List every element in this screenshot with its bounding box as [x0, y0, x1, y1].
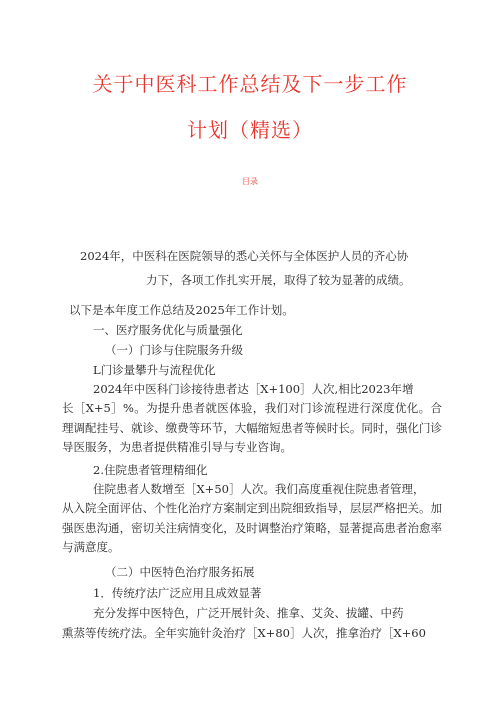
item1-heading: L门诊量攀升与流程优化	[93, 363, 216, 377]
item1-text-rest: 长［X+5］%。为提升患者就医体验，我们对门诊流程进行深度优化。合理调配挂号、就诊、缴费等环节，大幅缩短患者等候时长。同时，强化门诊导医服务，为患者提供精准引导与专业咨询。	[62, 401, 442, 454]
item3-text-line1: 充分发挥中医特色，广泛开展针灸、推拿、艾灸、拔罐、中药	[93, 606, 404, 620]
item3-heading: 1．传统疗法广泛应用且成效显著	[93, 586, 262, 600]
item2-heading: 2.住院患者管理精细化	[93, 463, 208, 477]
subsection2-heading: （二）中医特色治疗服务拓展	[105, 565, 255, 579]
item2-text-rest: 从入院全面评估、个性化治疗方案制定到出院细致指导，层层严格把关。加强医患沟通，密切关注病情变化，及时调整治疗策略，显著提高患者治愈率与满意度。	[62, 501, 442, 554]
intro-line2: 力下，各项工作扎实开展，取得了较为显著的成绩。	[146, 273, 411, 287]
subsection1-heading: （一）门诊与住院服务升级	[105, 343, 243, 357]
item2-text-line1: 住院患者人数增至［X+50］人次。我们高度重视住院患者管理，	[93, 482, 425, 496]
item3-text-line2: 熏蒸等传统疗法。全年实施针灸治疗［X+80］人次，推拿治疗［X+60	[62, 626, 426, 640]
item1-text-line1: 2024年中医科门诊接待患者达［X+100］人次,相比2023年增	[93, 382, 414, 396]
document-title-line1: 关于中医科工作总结及下一步工作	[92, 72, 408, 96]
lead-paragraph: 以下是本年度工作总结及2025年工作计划。	[69, 303, 294, 317]
section1-heading: 一、医疗服务优化与质量强化	[93, 323, 243, 337]
intro-line1: 2024年，中医科在医院领导的悉心关怀与全体医护人员的齐心协	[80, 249, 409, 263]
toc-label: 目录	[242, 177, 258, 186]
document-title-line2: 计划（精选）	[187, 118, 313, 142]
